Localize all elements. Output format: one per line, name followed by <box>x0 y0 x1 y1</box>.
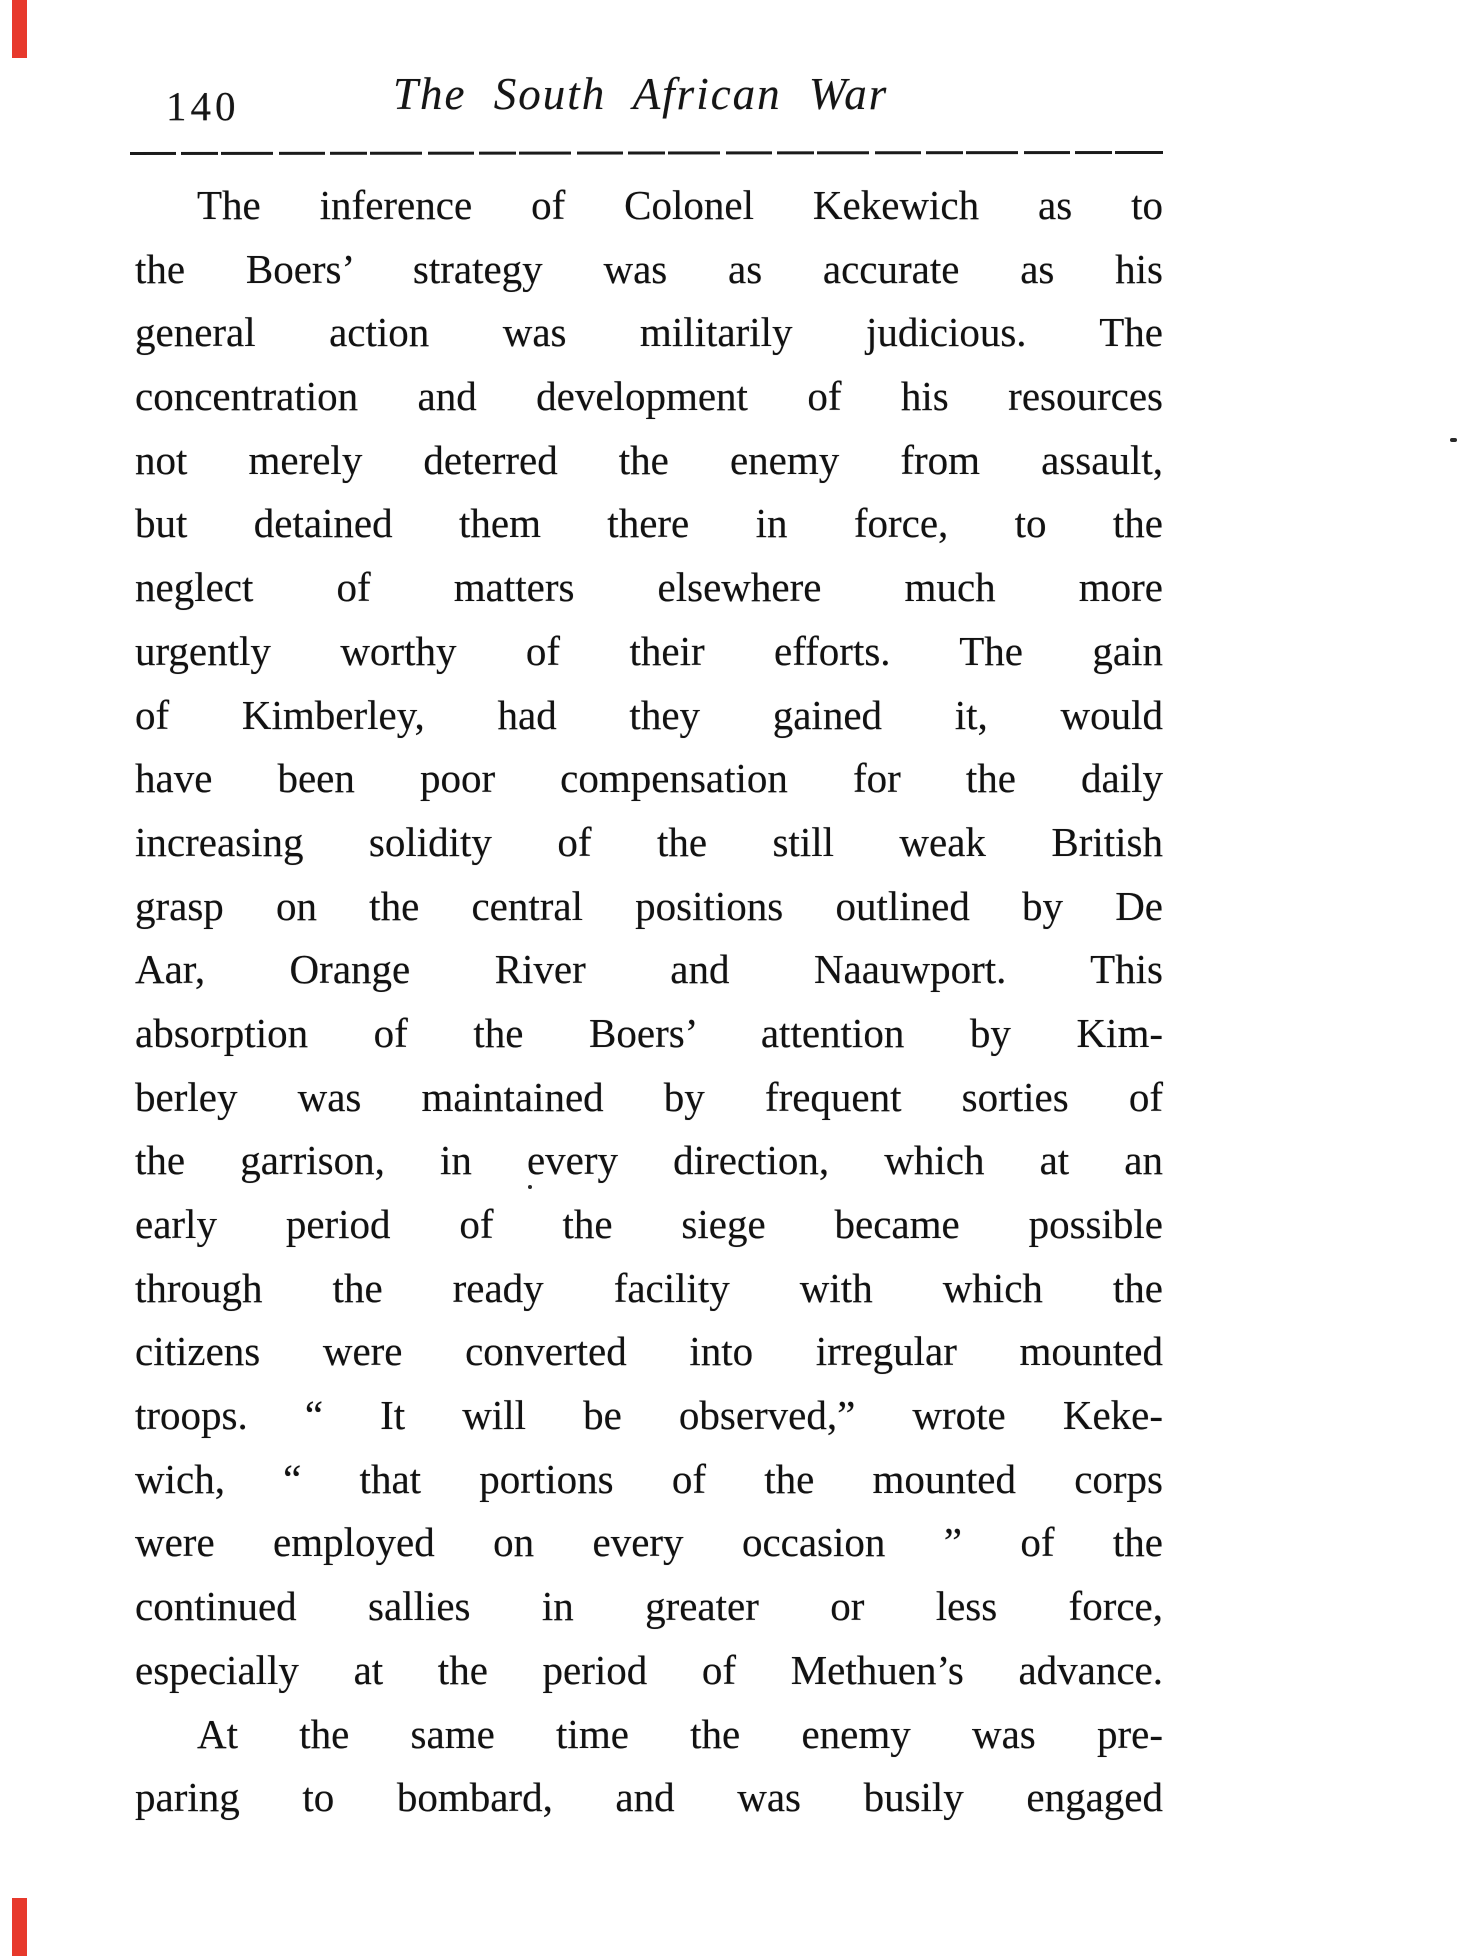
text-line: urgently worthy of their efforts. The gain <box>135 627 1163 674</box>
text-line: of Kimberley, had they gained it, would <box>135 691 1163 738</box>
page-number: 140 <box>166 83 240 129</box>
text-line: At the same time the enemy was pre- <box>197 1710 1163 1757</box>
text-line: absorption of the Boers’ attention by Kim- <box>135 1009 1163 1056</box>
page-body-text <box>135 174 1163 1830</box>
text-line: not merely deterred the enemy from assault, <box>135 436 1163 483</box>
text-line: continued sallies in greater or less force, <box>135 1583 1163 1630</box>
text-line: the Boers’ strategy was as accurate as his <box>135 245 1163 292</box>
text-line: neglect of matters elsewhere much more <box>135 564 1163 611</box>
text-line: The inference of Colonel Kekewich as to <box>197 182 1163 228</box>
red-scan-mark-bottom-left <box>12 1898 27 1956</box>
text-line: Aar, Orange River and Naauwport. This <box>135 946 1163 993</box>
text-line: berley was maintained by frequent sorties of <box>135 1073 1163 1120</box>
text-line: especially at the period of Methuen’s advance. <box>135 1646 1163 1693</box>
text-line: troops. “ It will be observed,” wrote Keke- <box>135 1392 1163 1439</box>
text-line: early period of the siege became possible <box>135 1201 1163 1247</box>
text-line: have been poor compensation for the daily <box>135 755 1163 802</box>
ink-speck-mid-page <box>528 1185 532 1189</box>
text-line: concentration and development of his resources <box>135 373 1163 420</box>
text-line: grasp on the central positions outlined by De <box>135 882 1163 929</box>
running-title: The South African War <box>393 69 889 119</box>
red-scan-mark-top-left <box>12 0 27 58</box>
ink-speck-right-margin <box>1450 438 1457 442</box>
header-rule <box>130 151 1163 155</box>
text-line: citizens were converted into irregular mounted <box>135 1328 1163 1375</box>
text-line: wich, “ that portions of the mounted corps <box>135 1455 1163 1502</box>
text-line: increasing solidity of the still weak British <box>135 818 1163 865</box>
text-line: but detained them there in force, to the <box>135 500 1163 547</box>
text-line: were employed on every occasion ” of the <box>135 1519 1163 1566</box>
text-line: the garrison, in every direction, which at an <box>135 1137 1163 1184</box>
text-line: paring to bombard, and was busily engaged <box>135 1774 1163 1821</box>
text-line: general action was militarily judicious. The <box>135 309 1163 356</box>
text-line: through the ready facility with which the <box>135 1264 1163 1311</box>
